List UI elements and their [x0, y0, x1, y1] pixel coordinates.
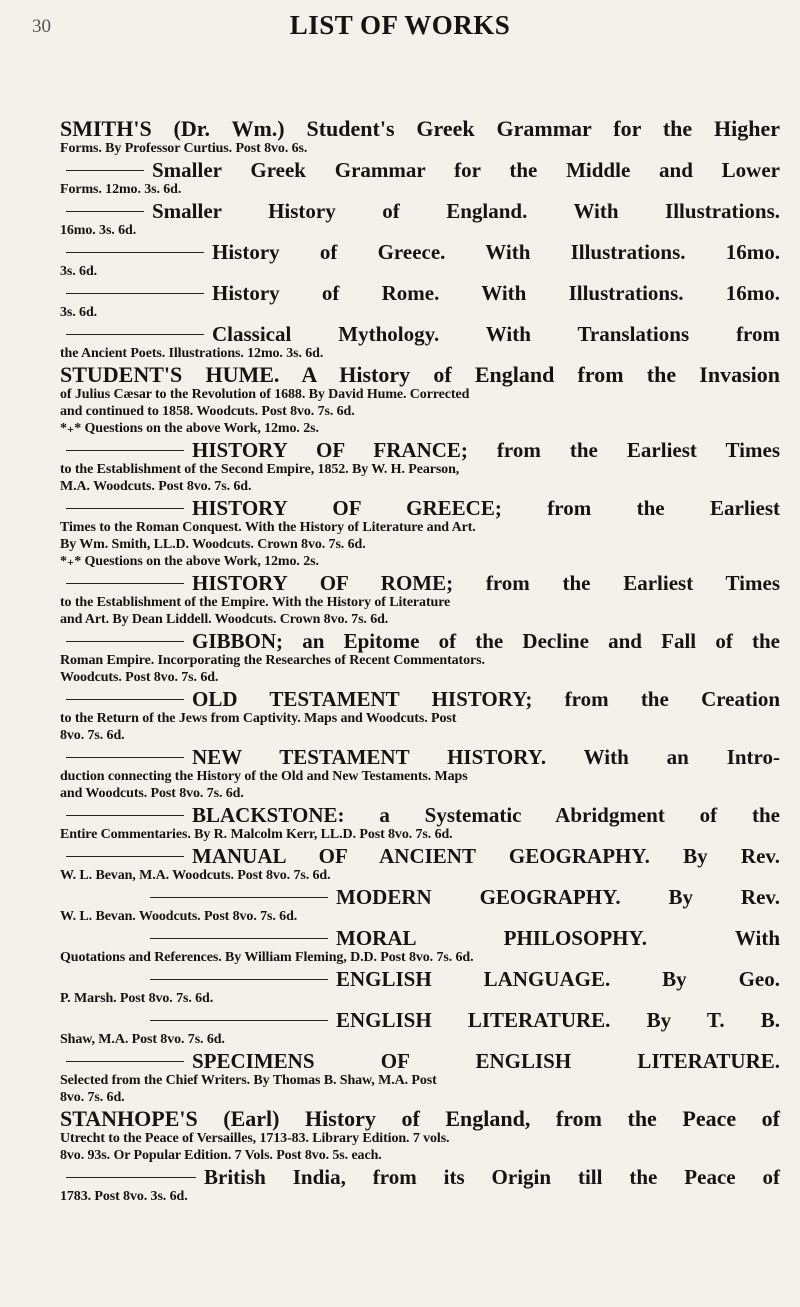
- entry-heading-line: [60, 927, 780, 949]
- ditto-dash: [66, 1177, 196, 1178]
- entry-heading-line: [60, 1009, 780, 1031]
- work-entry: [60, 1166, 780, 1205]
- entry-detail-line: to the Establishment of the Empire. With the History of Literature: [60, 595, 451, 610]
- ditto-dash: [66, 815, 184, 816]
- entry-title: STANHOPE'S (Earl) History of England, from the Peace of: [60, 1106, 780, 1131]
- work-entry: [60, 323, 780, 362]
- ditto-dash: [66, 856, 184, 857]
- entry-detail-line: the Ancient Poets. Illustrations. 12mo. 3s. 6d.: [60, 346, 324, 361]
- entry-heading-line: [60, 364, 780, 386]
- page-number: 30: [32, 16, 51, 37]
- work-entry: [60, 688, 780, 744]
- entry-title: MANUAL OF ANCIENT GEOGRAPHY. By Rev.: [192, 844, 780, 868]
- entry-title: ENGLISH LANGUAGE. By Geo.: [336, 967, 780, 991]
- entry-title: HISTORY OF ROME; from the Earliest Times: [192, 571, 780, 595]
- running-title: LIST OF WORKS: [289, 10, 511, 40]
- entry-heading-line: [60, 497, 780, 519]
- entry-heading-line: [60, 968, 780, 990]
- entry-title: British India, from its Origin till the Peace of: [204, 1165, 780, 1189]
- entry-title: History of Greece. With Illustrations. 16mo.: [212, 240, 780, 264]
- entry-detail-line: 8vo. 93s. Or Popular Edition. 7 Vols. Post 8vo. 5s. each.: [60, 1148, 382, 1163]
- work-entry: [60, 1009, 780, 1048]
- ditto-dash: [66, 508, 184, 509]
- entry-heading-line: [60, 572, 780, 594]
- entry-heading-line: [60, 1166, 780, 1188]
- work-entry: [60, 200, 780, 239]
- works-list: [60, 118, 780, 1207]
- entry-title: ENGLISH LITERATURE. By T. B.: [336, 1008, 780, 1032]
- entry-heading-line: [60, 439, 780, 461]
- entry-heading-line: [60, 886, 780, 908]
- work-entry: [60, 364, 780, 437]
- entry-title: History of Rome. With Illustrations. 16mo.: [212, 281, 780, 305]
- ditto-dash: [66, 211, 144, 212]
- page-header: [0, 0, 800, 62]
- entry-detail-line: 1783. Post 8vo. 3s. 6d.: [60, 1189, 188, 1204]
- entry-title: NEW TESTAMENT HISTORY. With an Intro-: [192, 745, 780, 769]
- work-entry: [60, 746, 780, 802]
- ditto-dash: [150, 979, 328, 980]
- ditto-dash: [150, 897, 328, 898]
- entry-detail-line: *₊* Questions on the above Work, 12mo. 2s.: [60, 554, 319, 569]
- work-entry: [60, 927, 780, 966]
- entry-detail-line: Forms. By Professor Curtius. Post 8vo. 6s.: [60, 141, 308, 156]
- entry-detail-line: and Art. By Dean Liddell. Woodcuts. Crown 8vo. 7s. 6d.: [60, 612, 389, 627]
- entry-title: GIBBON; an Epitome of the Decline and Fall of the: [192, 629, 780, 653]
- entry-heading-line: [60, 1050, 780, 1072]
- entry-title: SPECIMENS OF ENGLISH LITERATURE.: [192, 1049, 780, 1073]
- entry-title: STUDENT'S HUME. A History of England from the Invasion: [60, 362, 780, 387]
- entry-detail-line: W. L. Bevan, M.A. Woodcuts. Post 8vo. 7s. 6d.: [60, 868, 331, 883]
- entry-detail-line: 3s. 6d.: [60, 264, 98, 279]
- entry-title: Classical Mythology. With Translations from: [212, 322, 780, 346]
- entry-heading-line: [60, 1108, 780, 1130]
- entry-heading-line: [60, 200, 780, 222]
- ditto-dash: [66, 641, 184, 642]
- entry-detail-line: M.A. Woodcuts. Post 8vo. 7s. 6d.: [60, 479, 252, 494]
- entry-heading-line: [60, 746, 780, 768]
- entry-heading-line: [60, 241, 780, 263]
- entry-detail-line: Woodcuts. Post 8vo. 7s. 6d.: [60, 670, 219, 685]
- entry-heading-line: [60, 282, 780, 304]
- entry-detail-line: Quotations and References. By William Fleming, D.D. Post 8vo. 7s. 6d.: [60, 950, 474, 965]
- entry-heading-line: [60, 630, 780, 652]
- work-entry: [60, 572, 780, 628]
- entry-detail-line: Entire Commentaries. By R. Malcolm Kerr, LL.D. Post 8vo. 7s. 6d.: [60, 827, 453, 842]
- entry-heading-line: [60, 118, 780, 140]
- work-entry: [60, 497, 780, 570]
- ditto-dash: [66, 450, 184, 451]
- entry-detail-line: to the Return of the Jews from Captivity. Maps and Woodcuts. Post: [60, 711, 457, 726]
- work-entry: [60, 241, 780, 280]
- entry-title: MODERN GEOGRAPHY. By Rev.: [336, 885, 780, 909]
- entry-detail-line: 8vo. 7s. 6d.: [60, 1090, 125, 1105]
- entry-detail-line: Shaw, M.A. Post 8vo. 7s. 6d.: [60, 1032, 225, 1047]
- entry-detail-line: 8vo. 7s. 6d.: [60, 728, 125, 743]
- work-entry: [60, 630, 780, 686]
- entry-detail-line: to the Establishment of the Second Empire, 1852. By W. H. Pearson,: [60, 462, 460, 477]
- ditto-dash: [66, 252, 204, 253]
- entry-detail-line: 16mo. 3s. 6d.: [60, 223, 137, 238]
- entry-detail-line: and Woodcuts. Post 8vo. 7s. 6d.: [60, 786, 244, 801]
- entry-detail-line: Times to the Roman Conquest. With the History of Literature and Art.: [60, 520, 476, 535]
- work-entry: [60, 1108, 780, 1164]
- entry-heading-line: [60, 804, 780, 826]
- ditto-dash: [66, 293, 204, 294]
- work-entry: [60, 804, 780, 843]
- entry-heading-line: [60, 323, 780, 345]
- work-entry: [60, 118, 780, 157]
- entry-detail-line: By Wm. Smith, LL.D. Woodcuts. Crown 8vo. 7s. 6d.: [60, 537, 366, 552]
- entry-detail-line: P. Marsh. Post 8vo. 7s. 6d.: [60, 991, 214, 1006]
- work-entry: [60, 886, 780, 925]
- entry-detail-line: of Julius Cæsar to the Revolution of 1688. By David Hume. Corrected: [60, 387, 470, 402]
- ditto-dash: [66, 1061, 184, 1062]
- work-entry: [60, 968, 780, 1007]
- entry-title: Smaller Greek Grammar for the Middle and Lower: [152, 158, 780, 182]
- ditto-dash: [150, 1020, 328, 1021]
- entry-title: SMITH'S (Dr. Wm.) Student's Greek Grammar for the Higher: [60, 116, 780, 141]
- entry-detail-line: *₊* Questions on the above Work, 12mo. 2s.: [60, 421, 319, 436]
- entry-title: OLD TESTAMENT HISTORY; from the Creation: [192, 687, 780, 711]
- work-entry: [60, 159, 780, 198]
- entry-heading-line: [60, 159, 780, 181]
- entry-detail-line: Selected from the Chief Writers. By Thomas B. Shaw, M.A. Post: [60, 1073, 437, 1088]
- entry-title: HISTORY OF FRANCE; from the Earliest Times: [192, 438, 780, 462]
- entry-title: BLACKSTONE: a Systematic Abridgment of the: [192, 803, 780, 827]
- entry-heading-line: [60, 688, 780, 710]
- entry-detail-line: Utrecht to the Peace of Versailles, 1713-83. Library Edition. 7 vols.: [60, 1131, 450, 1146]
- entry-detail-line: 3s. 6d.: [60, 305, 98, 320]
- work-entry: [60, 845, 780, 884]
- entry-title: MORAL PHILOSOPHY. With: [336, 926, 780, 950]
- entry-title: Smaller History of England. With Illustrations.: [152, 199, 780, 223]
- work-entry: [60, 439, 780, 495]
- entry-heading-line: [60, 845, 780, 867]
- ditto-dash: [66, 699, 184, 700]
- ditto-dash: [66, 583, 184, 584]
- ditto-dash: [66, 757, 184, 758]
- ditto-dash: [66, 334, 204, 335]
- entry-title: HISTORY OF GREECE; from the Earliest: [192, 496, 780, 520]
- work-entry: [60, 1050, 780, 1106]
- ditto-dash: [150, 938, 328, 939]
- entry-detail-line: Roman Empire. Incorporating the Researches of Recent Commentators.: [60, 653, 485, 668]
- entry-detail-line: Forms. 12mo. 3s. 6d.: [60, 182, 182, 197]
- entry-detail-line: and continued to 1858. Woodcuts. Post 8vo. 7s. 6d.: [60, 404, 355, 419]
- work-entry: [60, 282, 780, 321]
- entry-detail-line: duction connecting the History of the Old and New Testaments. Maps: [60, 769, 468, 784]
- ditto-dash: [66, 170, 144, 171]
- entry-detail-line: W. L. Bevan. Woodcuts. Post 8vo. 7s. 6d.: [60, 909, 298, 924]
